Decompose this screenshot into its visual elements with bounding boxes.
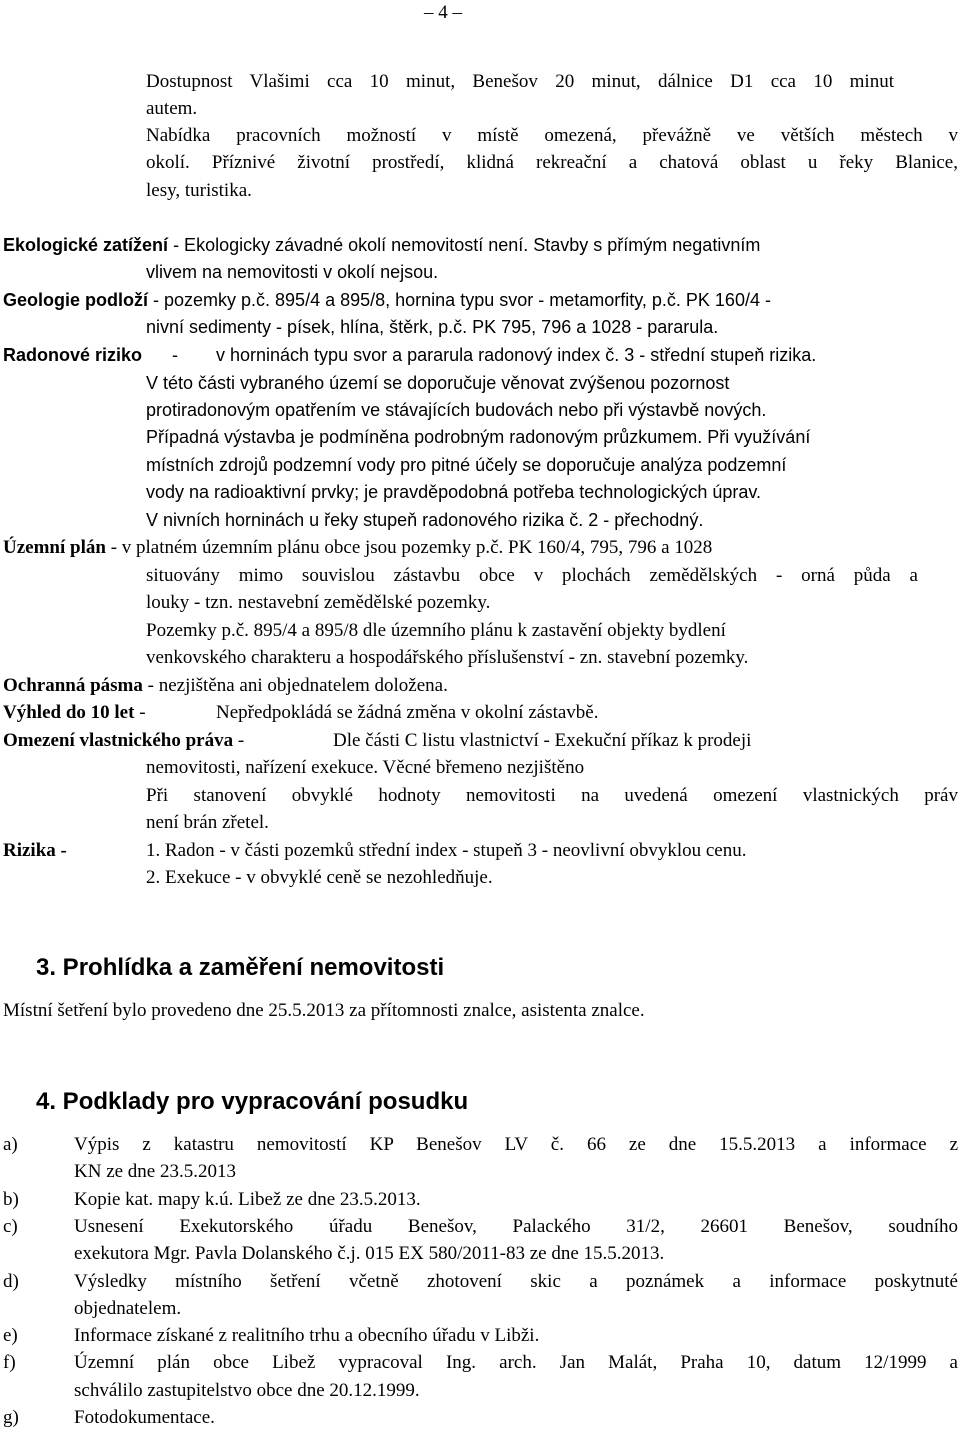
- zoning-line-4: Pozemky p.č. 895/4 a 895/8 dle územního plánu k zastavění objekty bydlení: [146, 620, 726, 641]
- zoning-row: [3, 537, 712, 559]
- access-line-4: okolí. Příznivé životní prostředí, klidná rekreační a chatová oblast u řeky Blanice,: [146, 152, 958, 173]
- section-4-heading: 4. Podklady pro vypracování posudku: [36, 1088, 469, 1115]
- list-item-a-mark: a): [3, 1134, 18, 1155]
- list-item-c-line-2: exekutora Mgr. Pavla Dolanského č.j. 015 EX 580/2011-83 ze dne 15.5.2013.: [74, 1243, 665, 1264]
- protection-label: Ochranná pásma: [3, 675, 143, 696]
- list-item-g-line-1: Fotodokumentace.: [74, 1407, 215, 1428]
- radon-line-5: místních zdrojů podzemní vody pro pitné účely se doporučuje analýza podzemní: [146, 455, 787, 475]
- ownership-line-3: Při stanovení obvyklé hodnoty nemovitosti na uvedená omezení vlastnických práv: [146, 785, 958, 806]
- outlook-row: [3, 702, 146, 724]
- geology-row: [3, 290, 771, 311]
- list-item-f-line-2: schválilo zastupitelstvo obce dne 20.12.1999.: [74, 1380, 420, 1401]
- protection-row: [3, 675, 448, 697]
- radon-line-2: V této části vybraného území se doporučuje věnovat zvýšenou pozornost: [146, 373, 730, 393]
- ecology-label: Ekologické zatížení: [3, 235, 169, 255]
- list-item-d-line-1: Výsledky místního šetření včetně zhotovení skic a poznámek a informace poskytnuté: [74, 1271, 958, 1292]
- zoning-line-2: situovány mimo souvislou zástavbu obce v plochách zemědělských - orná půda a: [146, 565, 918, 586]
- list-item-f-line-1: Územní plán obce Libež vypracoval Ing. arch. Jan Malát, Praha 10, datum 12/1999 a: [74, 1352, 958, 1373]
- radon-line-1: v horninách typu svor a pararula radonový index č. 3 - střední stupeň rizika.: [216, 345, 817, 365]
- radon-dash: -: [172, 345, 178, 365]
- protection-text: - nezjištěna ani objednatelem doložena.: [142, 675, 448, 696]
- page-number: – 4 –: [424, 2, 462, 23]
- list-item-b-mark: b): [3, 1189, 19, 1210]
- geology-text-2: nivní sedimenty - písek, hlína, štěrk, p.č. PK 795, 796 a 1028 - pararula.: [146, 317, 719, 337]
- ecology-text-2: vlivem na nemovitosti v okolí nejsou.: [146, 262, 439, 282]
- access-line-3: Nabídka pracovních možností v místě omezená, převážně ve větších městech v: [146, 125, 958, 146]
- radon-line-3: protiradonovým opatřením ve stávajících budovách nebo při výstavbě nových.: [146, 400, 767, 420]
- outlook-label: Výhled do 10 let: [3, 702, 135, 723]
- ownership-row: [3, 730, 244, 752]
- list-item-f-mark: f): [3, 1352, 16, 1373]
- zoning-line-5: venkovského charakteru a hospodářského příslušenství - zn. stavební pozemky.: [146, 647, 749, 668]
- list-item-g-mark: g): [3, 1407, 19, 1428]
- section-3-heading: 3. Prohlídka a zaměření nemovitosti: [36, 954, 445, 981]
- list-item-d-mark: d): [3, 1271, 19, 1292]
- geology-label: Geologie podloží: [3, 290, 148, 310]
- zoning-label: Územní plán: [3, 537, 106, 558]
- section-3-text: Místní šetření bylo provedeno dne 25.5.2013 za přítomnosti znalce, asistenta znalce.: [3, 1000, 645, 1021]
- list-item-c-line-1: Usnesení Exekutorského úřadu Benešov, Palackého 31/2, 26601 Benešov, soudního: [74, 1216, 958, 1237]
- ecology-text-1: - Ekologicky závadné okolí nemovitostí není. Stavby s přímým negativním: [168, 235, 761, 255]
- access-line-1: Dostupnost Vlašimi cca 10 minut, Benešov 20 minut, dálnice D1 cca 10 minut: [146, 71, 894, 92]
- radon-label: Radonové riziko: [3, 345, 143, 365]
- list-item-c-mark: c): [3, 1216, 18, 1237]
- access-line-5: lesy, turistika.: [146, 180, 252, 201]
- zoning-line-1: - v platném územním plánu obce jsou pozemky p.č. PK 160/4, 795, 796 a 1028: [105, 537, 713, 558]
- risks-item-2: 2. Exekuce - v obvyklé ceně se nezohledňuje.: [146, 867, 493, 888]
- access-line-2: autem.: [146, 98, 198, 119]
- ownership-line-2: nemovitosti, nařízení exekuce. Věcné břemeno nezjištěno: [146, 757, 585, 778]
- ownership-dash: -: [233, 730, 245, 751]
- list-item-e-mark: e): [3, 1325, 18, 1346]
- ecology-row: [3, 235, 760, 256]
- radon-line-7: V nivních horninách u řeky stupeň radonového rizika č. 2 - přechodný.: [146, 510, 704, 530]
- outlook-text: Nepředpokládá se žádná změna v okolní zástavbě.: [216, 702, 599, 723]
- geology-text-1: - pozemky p.č. 895/4 a 895/8, hornina typu svor - metamorfity, p.č. PK 160/4 -: [148, 290, 771, 310]
- list-item-a-line-1: Výpis z katastru nemovitostí KP Benešov LV č. 66 ze dne 15.5.2013 a informace z: [74, 1134, 958, 1155]
- ownership-label: Omezení vlastnického práva: [3, 730, 234, 751]
- list-item-e-line-1: Informace získané z realitního trhu a obecního úřadu v Libži.: [74, 1325, 540, 1346]
- list-item-d-line-2: objednatelem.: [74, 1298, 182, 1319]
- radon-line-6: vody na radioaktivní prvky; je pravděpodobná potřeba technologických úprav.: [146, 482, 762, 502]
- outlook-dash: -: [134, 702, 146, 723]
- list-item-a-line-2: KN ze dne 23.5.2013: [74, 1161, 236, 1182]
- list-item-b-line-1: Kopie kat. mapy k.ú. Libež ze dne 23.5.2013.: [74, 1189, 421, 1210]
- risks-item-1: 1. Radon - v části pozemků střední index - stupeň 3 - neovlivní obvyklou cenu.: [146, 840, 747, 861]
- ownership-line-1: Dle části C listu vlastnictví - Exekuční příkaz k prodeji: [333, 730, 752, 751]
- radon-line-4: Případná výstavba je podmíněna podrobným radonovým průzkumem. Při využívání: [146, 427, 811, 447]
- risks-label: Rizika -: [3, 840, 67, 861]
- ownership-line-4: není brán zřetel.: [146, 812, 269, 833]
- zoning-line-3: louky - tzn. nestavební zemědělské pozemky.: [146, 592, 491, 613]
